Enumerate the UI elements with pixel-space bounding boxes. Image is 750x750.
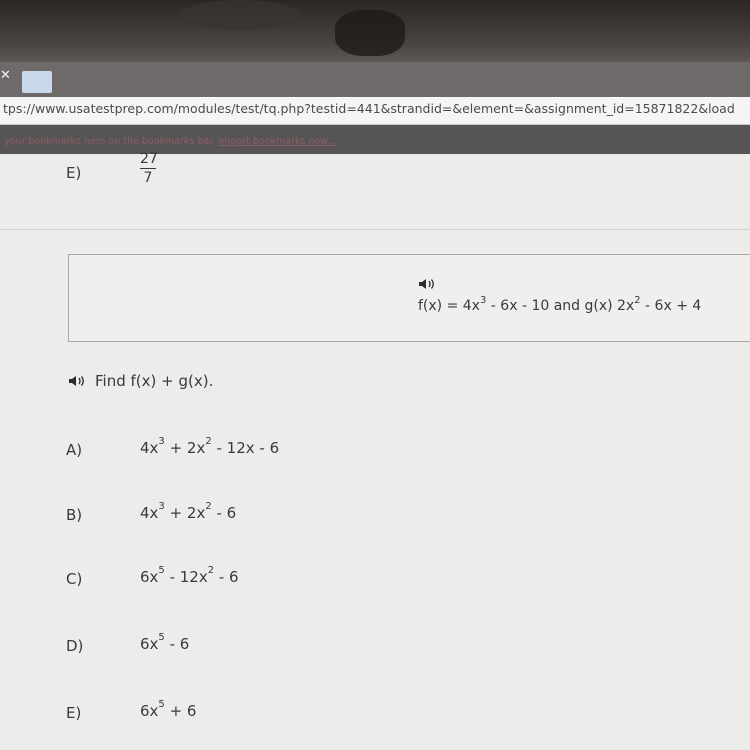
option-letter[interactable]: C): [66, 570, 83, 588]
fx-exponent: 3: [479, 295, 487, 306]
option-letter[interactable]: D): [66, 637, 84, 655]
import-bookmarks-link[interactable]: Import bookmarks now...: [218, 136, 337, 147]
option-text[interactable]: $4x^3 + 2x^2 - 12x - 6$: [140, 436, 280, 457]
tab-close-icon[interactable]: ✕: [0, 68, 11, 83]
url-text[interactable]: tps://www.usatestprep.com/modules/test/tq.php?testid=441&strandid=&element=&assignment_id=15871822&load: [3, 101, 735, 116]
fx-rest: - 6x - 10 and g(x) 2x: [486, 298, 635, 314]
option-text[interactable]: $6x^5 - 6$: [140, 632, 190, 653]
fx-prefix: f(x) = 4x: [418, 298, 480, 314]
monitor-bezel: [0, 0, 750, 62]
option-text[interactable]: $6x^5 - 12x^2 - 6$: [140, 565, 239, 586]
reflection-shadow: [180, 0, 300, 30]
option-letter[interactable]: E): [66, 704, 82, 722]
option-text[interactable]: $4x^3 + 2x^2 - 6$: [140, 501, 237, 522]
bookmarks-prompt: [4, 136, 336, 147]
speaker-icon[interactable]: [418, 277, 438, 291]
bookmarks-prompt-text: your bookmarks here on the bookmarks bar.: [4, 136, 216, 147]
question-text: Find f(x) + g(x).: [95, 372, 214, 390]
fraction-denominator: 7: [143, 170, 153, 186]
section-divider: [0, 229, 750, 230]
fraction-numerator: 27: [140, 151, 158, 167]
previous-option-letter: E): [66, 164, 82, 182]
option-text[interactable]: $6x^5 + 6$: [140, 699, 197, 720]
option-letter[interactable]: B): [66, 506, 83, 524]
gx-exponent: 2: [634, 295, 641, 306]
browser-tab[interactable]: [22, 71, 52, 93]
speaker-icon[interactable]: [68, 374, 88, 388]
option-letter[interactable]: A): [66, 441, 83, 459]
given-functions-text: [418, 295, 702, 314]
page-content: [0, 154, 750, 750]
tab-strip: [0, 62, 750, 97]
previous-option-fraction[interactable]: [140, 152, 156, 185]
gx-rest: - 6x + 4: [640, 298, 702, 314]
fraction-bar: [140, 168, 156, 169]
reflection-shadow: [335, 10, 405, 56]
